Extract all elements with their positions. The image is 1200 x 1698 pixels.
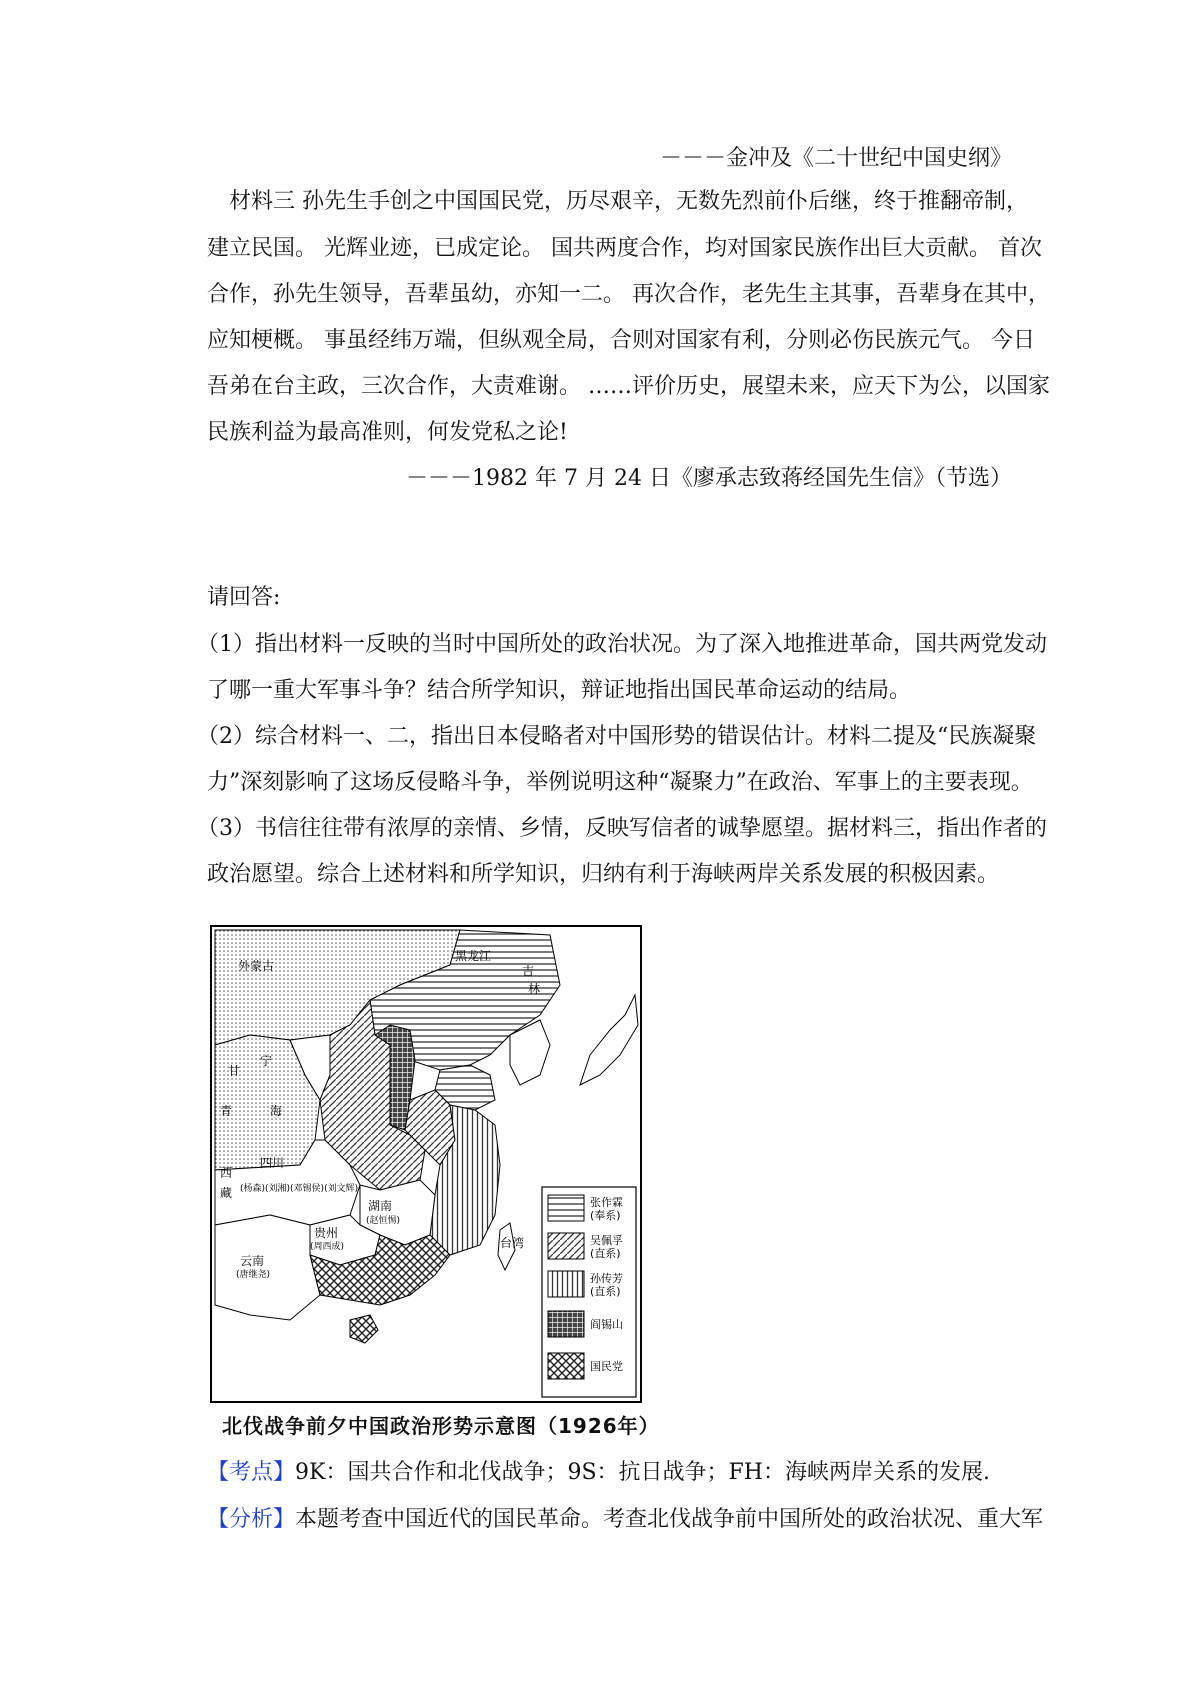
question-line: （3）书信往往带有浓厚的亲情、乡情，反映写信者的诚挚愿望。据材料三，指出作者的	[197, 816, 1047, 841]
label-wai-menggu: 外蒙古	[238, 959, 275, 973]
label-guizhou: 贵州	[314, 1226, 339, 1240]
legend-label-wu: 吴佩孚	[590, 1234, 623, 1247]
label-hunan-warlord: (赵恒惕)	[366, 1216, 401, 1226]
question-line: 政治愿望。综合上述材料和所学知识，归纳有利于海峡两岸关系发展的积极因素。	[207, 862, 1000, 887]
question-line: （1）指出材料一反映的当时中国所处的政治状况。为了深入地推进革命，国共两党发动	[197, 632, 1047, 657]
material3-line: 民族利益为最高准则，何发党私之论!	[207, 420, 568, 445]
region-yunnan	[215, 1215, 320, 1320]
legend-swatch-wu	[548, 1233, 584, 1259]
label-ji: 吉	[522, 964, 535, 978]
map-figure	[210, 925, 642, 1403]
map-caption: 北伐战争前夕中国政治形势示意图（1926年）	[222, 1414, 660, 1438]
label-heilongjiang: 黑龙江	[455, 949, 492, 963]
material3-line: 建立民国。 光辉业迹，已成定论。 国共两度合作，均对国家民族作出巨大贡献。 首次	[207, 236, 1042, 261]
material3-line: 材料三 孙先生手创之中国国民党，历尽艰辛，无数先烈前仆后继，终于推翻帝制，	[229, 189, 1028, 214]
material3-line: 应知梗概。 事虽经纬万端，但纵观全局，合则对国家有利，分则必伤民族元气。 今日	[207, 328, 1035, 353]
material3-line: 吾弟在台主政，三次合作，大责难谢。 ……评价历史，展望未来，应天下为公，以国家	[207, 374, 1050, 399]
label-yunnan-warlord: (唐继尧)	[236, 1270, 271, 1280]
legend-swatch-sun	[548, 1271, 584, 1297]
kaodian-text: 9K：国共合作和北伐战争；9S：抗日战争；FH：海峡两岸关系的发展.	[295, 1460, 990, 1485]
label-guizhou-warlord: (周西成)	[310, 1242, 345, 1252]
legend-label-sun: 孙传芳	[590, 1272, 623, 1285]
legend-swatch-gmd	[548, 1353, 584, 1379]
prompt: 请回答:	[207, 585, 281, 610]
label-xi: 西	[220, 1166, 233, 1180]
material3-line: 合作，孙先生领导，吾辈虽幼，亦知一二。 再次合作，老先生主其事，吾辈身在其中，	[207, 282, 1050, 307]
kaodian-line	[207, 1458, 1012, 1488]
legend-label-yan: 阎锡山	[590, 1318, 623, 1331]
question-line: 力”深刻影响了这场反侵略斗争，举例说明这种“凝聚力”在政治、军事上的主要表现。	[207, 770, 1033, 795]
fenxi-line	[207, 1505, 1044, 1535]
label-hai: 海	[270, 1104, 283, 1118]
label-zang: 藏	[220, 1186, 233, 1200]
label-sichuan: 四川	[260, 1156, 285, 1170]
legend-label-zhang: 张作霖	[590, 1196, 623, 1209]
question-line: 了哪一重大军事斗争？结合所学知识，辩证地指出国民革命运动的结局。	[207, 678, 912, 703]
map-legend	[542, 1187, 636, 1397]
label-gan: 甘	[228, 1064, 241, 1078]
label-hunan: 湖南	[368, 1199, 393, 1213]
legend-sub-sun: (直系)	[590, 1285, 621, 1298]
legend-sub-zhang: (奉系)	[590, 1209, 621, 1222]
label-yunnan: 云南	[240, 1254, 265, 1268]
legend-swatch-yan	[548, 1311, 584, 1337]
label-ning: 宁	[260, 1054, 273, 1068]
legend-label-gmd: 国民党	[590, 1360, 623, 1373]
label-lin: 林	[528, 982, 541, 996]
kaodian-tag: 【考点】	[207, 1460, 296, 1485]
source-line-1: －－－金冲及《二十世纪中国史纲》	[659, 146, 1012, 171]
fenxi-text: 本题考查中国近代的国民革命。考查北伐战争前中国所处的政治状况、重大军	[295, 1507, 1044, 1532]
source-line-2: －－－1982 年 7 月 24 日《廖承志致蒋经国先生信》（节选）	[406, 466, 1012, 491]
legend-sub-wu: (直系)	[590, 1247, 621, 1260]
fenxi-tag: 【分析】	[207, 1507, 296, 1532]
label-qing: 青	[220, 1104, 233, 1118]
question-line: （2）综合材料一、二，指出日本侵略者对中国形势的错误估计。材料二提及“民族凝聚	[197, 724, 1037, 749]
legend-swatch-zhang	[548, 1195, 584, 1221]
label-sichuan-warlords: (杨森)(刘湘)(邓锡侯)(刘文辉)	[240, 1184, 359, 1194]
label-taiwan: 台湾	[500, 1236, 525, 1250]
